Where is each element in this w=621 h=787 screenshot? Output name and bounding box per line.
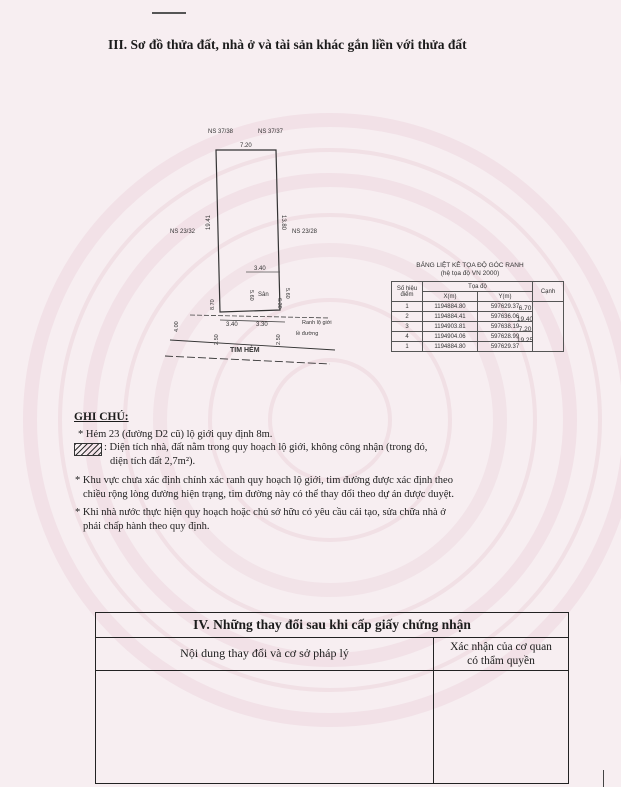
dim-bottom-2: 3.30 [256,322,268,328]
header-divider [96,670,568,671]
y-cell: 597636.06 [478,312,533,322]
y-cell: 597638.19 [478,322,533,332]
section3-title: III. Sơ đồ thửa đất, nhà ở và tài sản khác gắn liền với thửa đất [108,37,467,52]
edge-length: 6.70 [518,305,532,312]
y-cell: 597629.37 [478,302,533,312]
coord-table-title [390,262,550,278]
dim-yard-width: 3.40 [254,266,266,272]
alley-label: TIM HẺM [230,347,260,354]
y-cell: 597628.99 [478,332,533,342]
note-boundary-line2: chiều rộng lòng đường hiện trạng, tim đường này có thể thay đổi theo dự án được duyệt. [83,489,454,500]
dim-left: 19.41 [206,214,212,230]
coord-title-line2: (hệ tọa độ VN 2000) [440,270,500,277]
neighbor-label-1: NS 37/38 [208,129,234,135]
hatch-legend-icon [74,443,102,456]
dim-front-left: 8.70 [210,299,216,310]
land-plot-sketch [150,120,390,370]
note-boundary-line1: * Khu vực chưa xác định chính xác ranh quy hoạch lộ giới, tim đường được xác định theo [75,475,453,486]
note-hatch-line2: diện tích đất 2,7m²). [110,456,196,467]
dim-top: 7.20 [240,143,252,149]
coord-title-line1: BẢNG LIỆT KÊ TỌA ĐỘ GÓC RANH [416,262,524,269]
changes-content-header: Nội dung thay đổi và cơ sở pháp lý [180,646,349,660]
note-planning-line2: phải chấp hành theo quy định. [83,521,210,532]
dim-bottom-1: 3.40 [226,322,238,328]
neighbor-label-2: NS 37/37 [258,129,284,135]
x-cell: 1194884.41 [423,312,478,322]
top-mark [152,12,186,14]
point-cell: 1 [392,302,423,312]
boundary-label: Ranh lộ giới [302,320,332,326]
note-alley-width: * Hẻm 23 (đường D2 cũ) lộ giới quy định 8m. [78,429,273,440]
coord-header-coords: Tọa độ [423,282,533,292]
dim-setback-left: 4.00 [174,321,180,332]
point-cell: 3 [392,322,423,332]
yard-label: Sân [258,292,269,298]
edge-length: 19.40 [516,315,534,323]
coord-header-point: Số hiệu điểm [392,282,423,302]
x-cell: 1194884.80 [423,342,478,352]
dim-yard-depth: 5.60 [248,290,254,301]
coord-table [391,281,564,352]
alley-center-line [165,356,330,364]
dim-front-right-2: 5.60 [284,288,290,299]
changes-table [95,612,569,784]
confirmation-header-line2: có thẩm quyền [467,655,535,667]
x-cell: 1194884.80 [423,302,478,312]
confirmation-header-line1: Xác nhận của cơ quan [450,641,552,653]
plot-boundary [216,150,280,312]
dim-alley-left: 2.50 [214,334,220,345]
y-cell: 597629.37 [478,342,533,352]
dim-alley-right: 2.50 [276,334,282,345]
page-edge-mark [603,770,604,787]
coord-header-edge: Cạnh [533,282,564,302]
neighbor-label-3: NS 23/32 [170,229,196,235]
note-hatch-line1: : Diện tích nhà, đất nằm trong quy hoạch lộ giới, không công nhận (trong đó, [104,442,428,453]
coord-header-y: Y(m) [478,292,533,302]
changes-confirmation-header [434,640,568,668]
edge-length: 19.25 [516,336,534,344]
dim-front-right-1: 6.30 [276,298,282,309]
coord-header-x: X(m) [423,292,478,302]
note-planning-line1: * Khi nhà nước thực hiện quy hoạch hoặc chủ sở hữu có yêu cầu cải tạo, sửa chữa nhà ở [75,507,446,518]
boundary-line [190,315,330,318]
neighbor-label-4: NS 23/28 [292,229,318,235]
edge-length: 7.20 [518,326,532,333]
dim-right: 13.80 [280,215,286,231]
point-cell: 4 [392,332,423,342]
point-cell: 1 [392,342,423,352]
road-label: lề đường [296,331,319,337]
notes-title: GHI CHÚ: [74,411,129,423]
x-cell: 1194904.06 [423,332,478,342]
x-cell: 1194903.81 [423,322,478,332]
section4-title: IV. Những thay đổi sau khi cấp giấy chứng nhận [96,613,568,638]
point-cell: 2 [392,312,423,322]
edge-lengths [512,304,538,346]
